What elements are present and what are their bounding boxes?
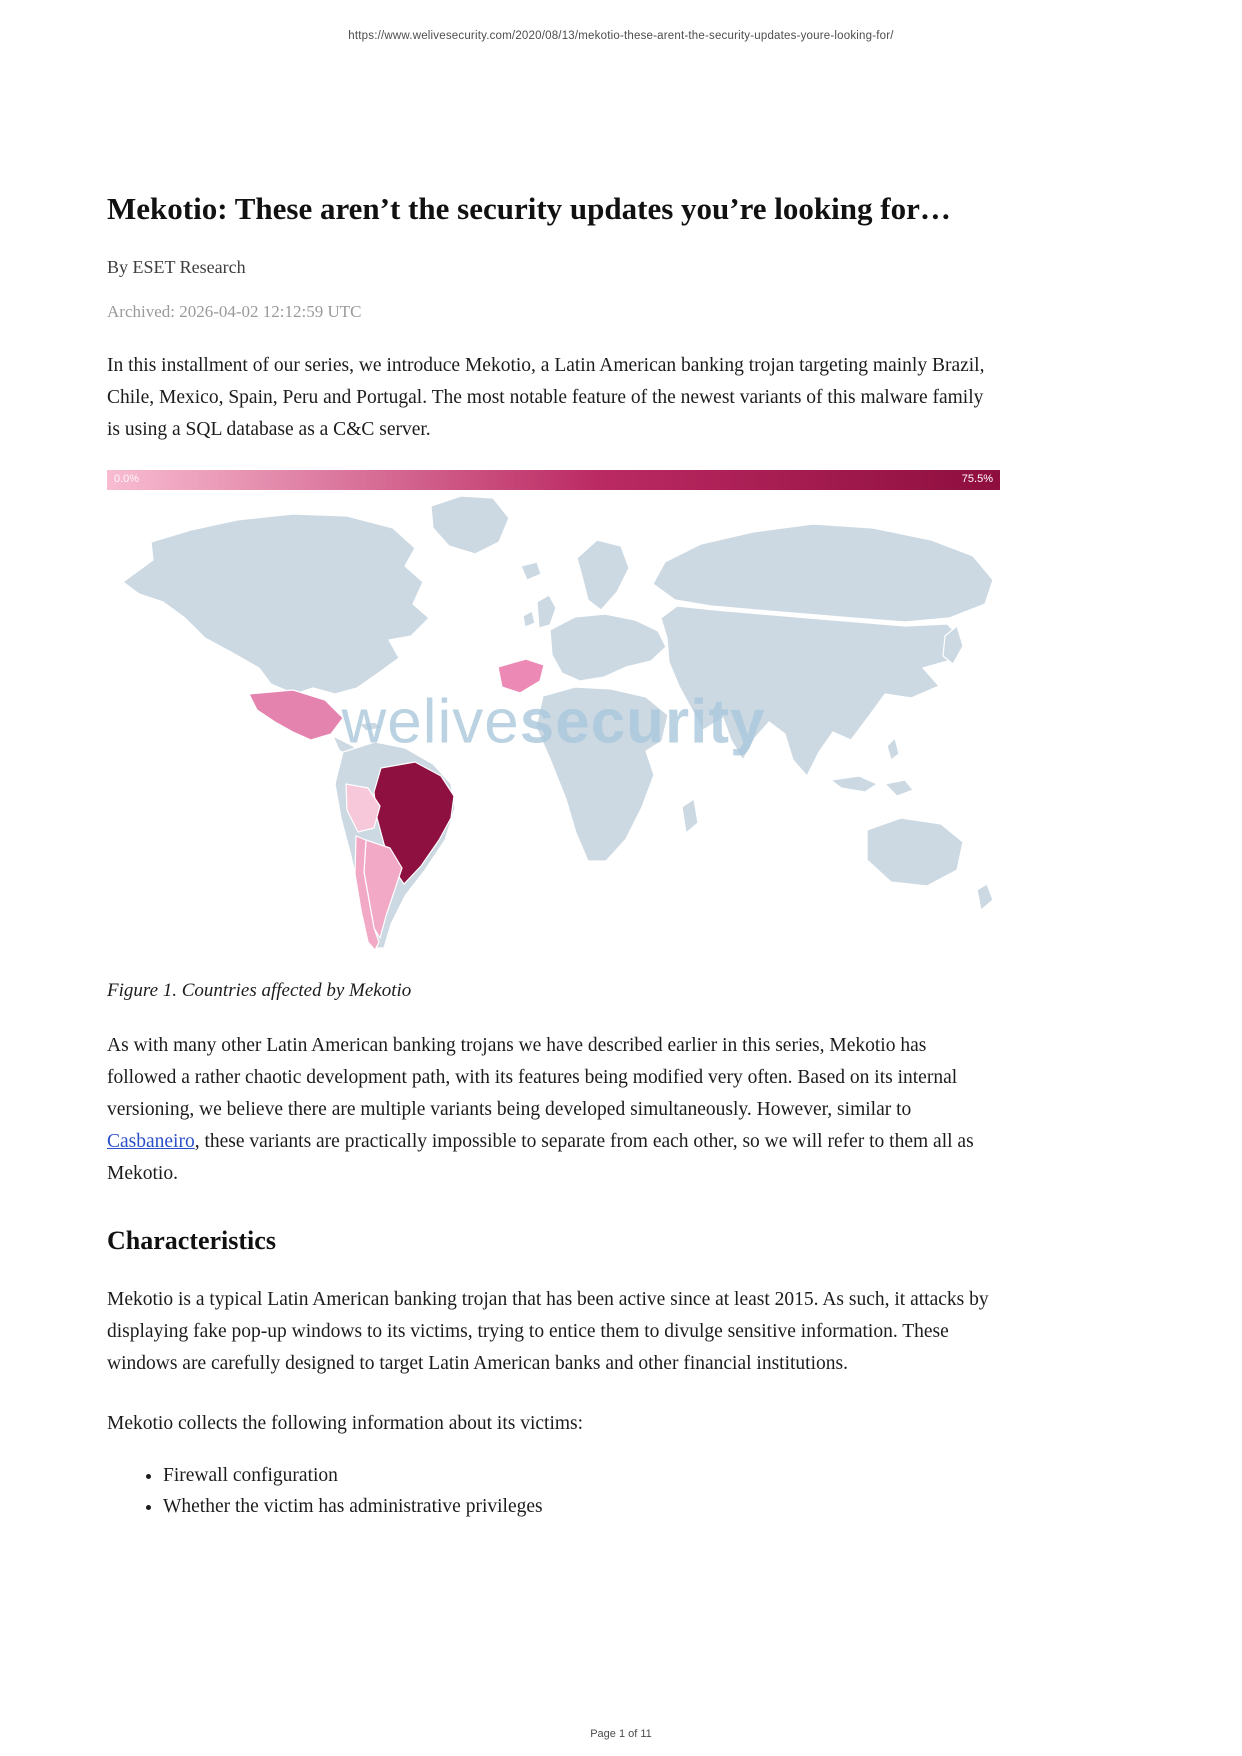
archived-timestamp: Archived: 2026-04-02 12:12:59 UTC (107, 302, 362, 322)
list-item-admin: • Whether the victim has administrative privileges (163, 1491, 1000, 1522)
map-asia (661, 606, 963, 776)
watermark-security: security (519, 687, 766, 757)
map-iceland (521, 562, 541, 580)
map-figure (107, 470, 1000, 950)
world-map-svg (107, 490, 1000, 950)
map-indonesia (831, 776, 877, 792)
source-url: https://www.welivesecurity.com/2020/08/13/mekotio-these-arent-the-security-updates-youre-looking-for/ (348, 30, 894, 42)
victim-info-list (107, 1460, 1000, 1522)
paragraph-development-after: , these variants are practically impossible to separate from each other, so we will refer to them all as Mekotio. (107, 1131, 974, 1185)
map-africa (536, 687, 668, 861)
map-europe (550, 614, 666, 681)
map-australia (867, 818, 963, 886)
map-spain (498, 659, 544, 693)
list-item-firewall: • Firewall configuration (163, 1460, 1000, 1491)
legend-min-label: 0.0% (114, 473, 140, 486)
paragraph-characteristics: Mekotio is a typical Latin American banking trojan that has been active since at least 2015. As such, it attacks by displaying fake pop-up windows to its victims, trying to entice them to divulge sensitive information. These windows are carefully designed to target Latin American banks and other financial institutions. (107, 1289, 989, 1375)
map-cuba (359, 722, 382, 731)
map-russia (653, 524, 993, 622)
page-number: Page 1 of 11 (590, 1728, 652, 1740)
map-north-america (123, 514, 429, 694)
map-uk (537, 595, 556, 628)
map-mexico (249, 690, 343, 740)
figure-caption: Figure 1. Countries affected by Mekotio (107, 980, 412, 1002)
map-ireland (523, 611, 535, 627)
world-map (107, 490, 1000, 950)
map-new-zealand (977, 884, 993, 910)
map-greenland (431, 496, 509, 554)
paragraph-development (107, 1030, 1000, 1190)
map-madagascar (682, 799, 698, 833)
map-legend-gradient (107, 470, 1000, 490)
watermark-welive: welive (341, 687, 520, 757)
legend-max-label: 75.5% (961, 473, 993, 486)
map-scandinavia (577, 540, 629, 610)
intro-paragraph: In this installment of our series, we introduce Mekotio, a Latin American banking trojan targeting mainly Brazil, Chile, Mexico, Spain, Peru and Portugal. The most notable feature of the newest variants of this malware family is using a SQL database as a C&C server. (107, 355, 985, 441)
map-philippines (887, 738, 899, 760)
characteristics-heading: Characteristics (107, 1226, 276, 1256)
article (107, 190, 1000, 1522)
casbaneiro-link[interactable]: Casbaneiro (107, 1131, 195, 1153)
map-new-guinea (885, 780, 913, 796)
paragraph-development-before: As with many other Latin American banking trojans we have described earlier in this series, Mekotio has followed a rather chaotic development path, with its features being modified very often. Based on its internal versioning, we believe there are multiple variants being developed simultaneously. However, similar to (107, 1035, 958, 1121)
byline: By ESET Research (107, 257, 246, 278)
page-title: Mekotio: These aren’t the security updates you’re looking for… (107, 191, 951, 226)
paragraph-collects: Mekotio collects the following information about its victims: (107, 1413, 584, 1435)
